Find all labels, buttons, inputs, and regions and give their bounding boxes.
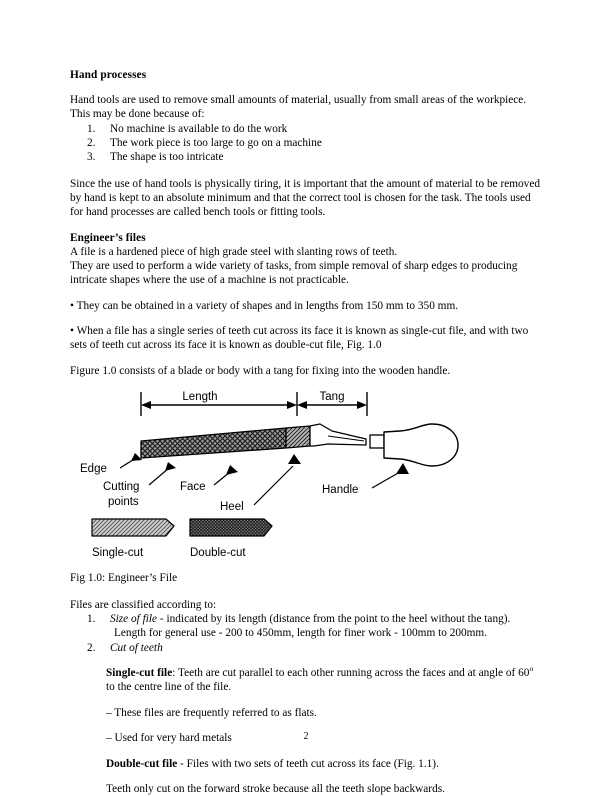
handle-callout [322,463,409,496]
page-title: Hand processes [70,69,147,81]
double-cut-sample-label: Double-cut [190,546,246,559]
list-marker: 2. [87,136,96,149]
face-callout [180,465,238,493]
tang-dimension-label: Tang [319,390,345,403]
cutting-points-label: Cutting [103,480,140,493]
edge-label: Edge [80,462,107,475]
heel-callout [220,454,301,513]
single-cut-dash-2: – Used for very hard metals [106,732,232,745]
double-cut-label: Double-cut file [106,757,178,770]
hand-processes-reason-list [70,122,540,165]
cutting-points-callout [103,462,176,508]
engineers-files-para1: A file is a hardened piece of high grade steel with slanting rows of teeth. [70,245,398,258]
list-item [70,150,540,164]
degree-symbol: o [529,664,534,674]
list-item-text: - indicated by its length (distance from the point to the heel without the tang). [157,613,511,626]
file-handle [370,424,458,466]
list-marker: 3. [87,150,96,163]
figure-caption: Fig 1.0: Engineer’s File [70,571,178,584]
list-item [70,612,540,640]
spacer [70,585,540,598]
list-item-label: No machine is available to do the work [110,122,288,135]
classification-intro: Files are classified according to: [70,599,217,612]
single-cut-dash-1: – These files are frequently referred to as flats. [106,706,317,719]
list-marker: 1. [87,122,96,135]
page-number: 2 [303,731,309,742]
engineers-files-bullet-1: • They can be obtained in a variety of shapes and in lengths from 150 mm to 350 mm. [70,299,459,312]
length-dimension-label: Length [182,390,218,403]
list-item-label: The work piece is too large to go on a machine [110,136,322,149]
file-blade [141,424,366,458]
double-cut-sample [190,519,272,559]
classification-list [70,612,540,655]
heel-label: Heel [220,500,244,513]
tang-dimension [297,391,367,416]
double-cut-closing: Teeth only cut on the forward stroke because all the teeth slope backwards. [106,783,445,796]
handle-label: Handle [322,483,359,496]
cutting-points-label-line2: points [108,495,139,508]
list-item [70,136,540,150]
list-marker: 2. [87,641,96,654]
face-label: Face [180,480,206,493]
engineers-files-para3: Figure 1.0 consists of a blade or body with a tang for fixing into the wooden handle. [70,364,451,377]
list-item-title: Size of file [110,613,158,626]
spacer [70,220,540,231]
list-item [70,122,540,136]
edge-callout [80,453,142,475]
engineers-files-para2: They are used to perform a wide variety of tasks, from simple removal of sharp edges to producing intricate shapes where the use of a machine is not practicable. [70,259,518,287]
list-item-subline: Length for general use - 200 to 450mm, length for finer work - 100mm to 200mm. [114,627,488,640]
single-cut-label: Single-cut file [106,667,173,680]
spacer [70,164,540,177]
double-cut-text: - Files with two sets of teeth cut across its face (Fig. 1.1). [177,757,439,770]
engineers-file-figure [70,386,538,571]
double-cut-definition [70,757,540,771]
engineers-files-heading: Engineer’s files [70,231,146,244]
spacer [70,82,540,93]
hand-processes-intro: Hand tools are used to remove small amounts of material, usually from small areas of the workpiece. This may be done because of: [70,94,527,121]
engineers-files-bullet-2: • When a file has a single series of teeth cut across its face it is known as single-cut file, and with two sets of teeth cut across its face it is known as double-cut file, Fig. 1.0 [70,325,529,352]
length-dimension [141,391,297,416]
list-item [70,641,540,655]
hand-processes-closing: Since the use of hand tools is physically tiring, it is important that the amount of material to be removed by hand is kept to an absolute minimum and that the correct tool is chosen for the task. The tools used for hand processes are called bench tools or fitting tools. [70,178,540,219]
single-cut-definition [70,666,540,694]
list-item-title: Cut of teeth [110,641,163,654]
single-cut-sample-label: Single-cut [92,546,144,559]
list-marker: 1. [87,613,96,626]
list-item-label: The shape is too intricate [110,150,224,163]
single-cut-text-after: to the centre line of the file. [106,681,232,694]
single-cut-text-before: : Teeth are cut parallel to each other running across the faces and at angle of 60 [172,667,530,680]
single-cut-sample [92,519,174,559]
